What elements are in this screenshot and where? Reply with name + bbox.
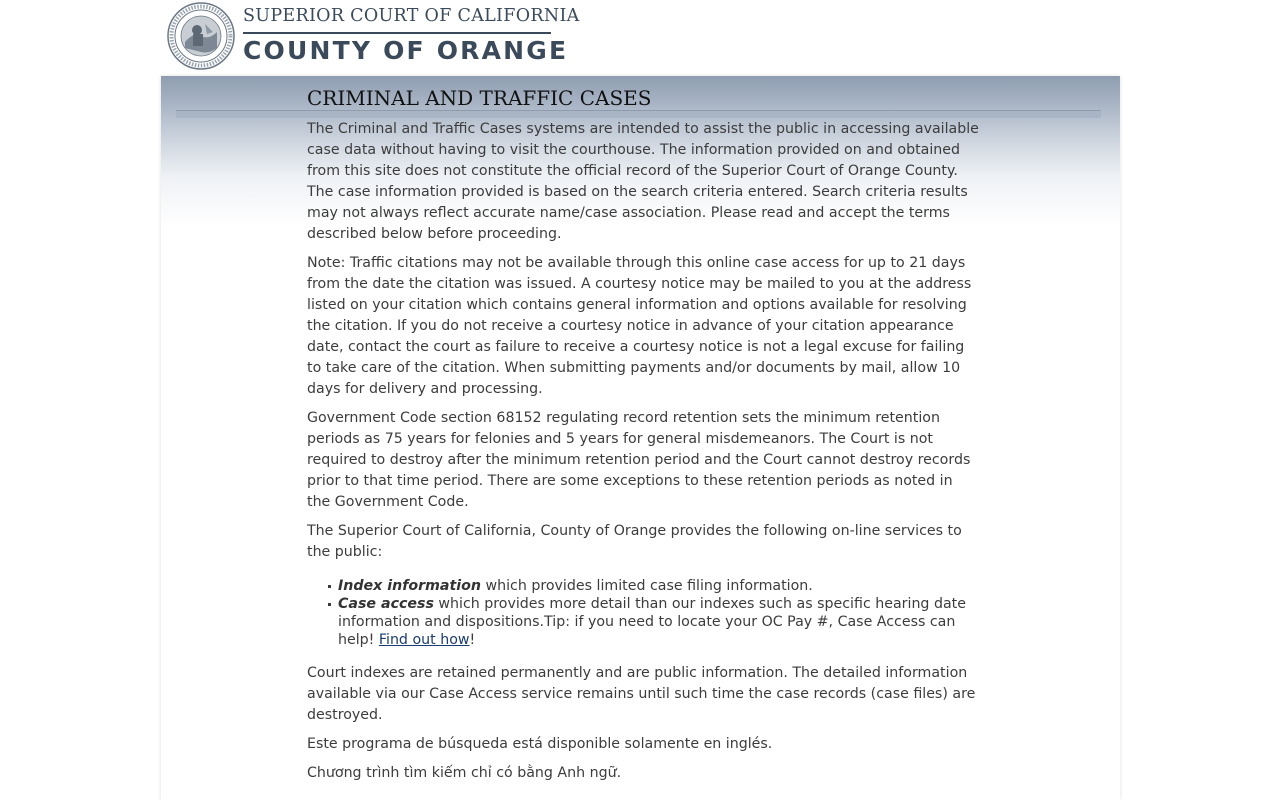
page-title: CRIMINAL AND TRAFFIC CASES: [307, 86, 652, 110]
indexes-paragraph: Court indexes are retained permanently and are public information. The detailed information available via our Case Access service remains until such time the case records (case files) are destroyed.: [307, 665, 976, 723]
service-description: which provides more detail than our indexes such as specific hearing date information and dispositions.Tip: if you need to locate your OC Pay #, Case Access can help!: [338, 596, 966, 648]
link-suffix: !: [469, 632, 476, 648]
services-list: [307, 577, 979, 649]
list-item: [338, 577, 979, 595]
traffic-note-paragraph: Note: Traffic citations may not be available through this online case access for up to 21 days from the date the citation was issued. A courtesy notice may be mailed to you at the address listed on your citation which contains general information and options available for resolving the citation. If you do not receive a courtesy notice in advance of your citation appearance date, contact the court as failure to receive a courtesy notice is not a legal excuse for failing to take care of the citation. When submitting payments and/or documents by mail, allow 10 days for delivery and processing.: [307, 255, 972, 397]
county-name: COUNTY OF ORANGE: [243, 36, 569, 65]
services-intro-paragraph: The Superior Court of California, County of Orange provides the following on-line services to the public:: [307, 523, 962, 560]
page-content: [307, 119, 979, 792]
header-divider: [243, 32, 551, 34]
title-divider: [176, 110, 1101, 118]
court-name: SUPERIOR COURT OF CALIFORNIA: [243, 6, 580, 26]
court-seal-icon: [167, 2, 235, 70]
site-header: [167, 0, 580, 72]
intro-paragraph: The Criminal and Traffic Cases systems are intended to assist the public in accessing available case data without having to visit the courthouse. The information provided on and obtained from this site does not constitute the official record of the Superior Court of Orange County. The case information provided is based on the search criteria entered. Search criteria results may not always reflect accurate name/case association. Please read and accept the terms described below before proceeding.: [307, 121, 979, 242]
service-name: Case access: [338, 596, 434, 612]
content-panel: [161, 76, 1120, 800]
find-out-how-link[interactable]: Find out how: [378, 632, 470, 648]
list-item: [338, 595, 979, 649]
retention-paragraph: Government Code section 68152 regulating record retention sets the minimum retention periods as 75 years for felonies and 5 years for general misdemeanors. The Court is not required to destroy after the minimum retention period and the Court cannot destroy records prior to that time period. There are some exceptions to these retention periods as noted in the Government Code.: [307, 410, 971, 510]
spanish-notice: Este programa de búsqueda está disponible solamente en inglés.: [307, 736, 773, 752]
service-name: Index information: [338, 578, 481, 594]
vietnamese-notice: Chương trình tìm kiếm chỉ có bằng Anh ngữ.: [307, 765, 622, 781]
service-description: which provides limited case filing information.: [480, 578, 813, 594]
